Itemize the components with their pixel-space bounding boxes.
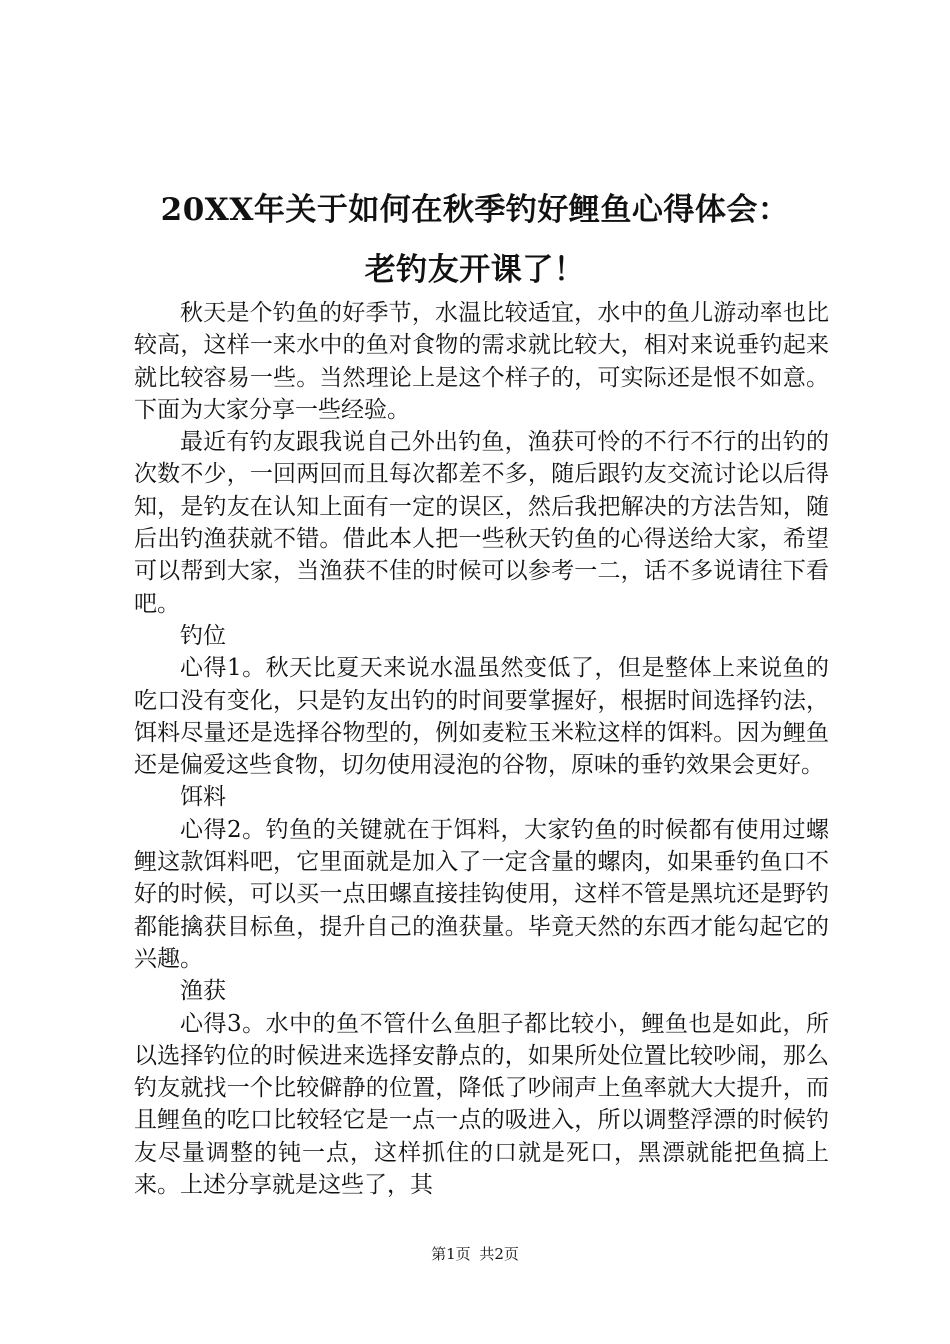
document-title-line-1: 20XX年关于如何在秋季钓好鲤鱼心得体会： <box>160 192 790 228</box>
intro-paragraph-2: 最近有钓友跟我说自己外出钓鱼，渔获可怜的不行不行的出钓的次数不少，一回两回而且每次都差不多，随后跟钓友交流讨论以后得知，是钓友在认知上面有一定的误区，然后我把解决的方法告知，随后出钓渔获就不错。借此本人把一些秋天钓鱼的心得送给大家，希望可以帮到大家，当渔获不佳的时候可以参考一二，话不多说请往下看吧。 <box>134 429 829 617</box>
section-heading-bait: 饵料 <box>180 784 226 811</box>
section-heading-catch: 渔获 <box>180 978 226 1005</box>
page-number-current: 第1页 <box>431 1245 471 1263</box>
section-text-bait: 心得2。钓鱼的关键就在于饵料，大家钓鱼的时候都有使用过螺鲤这款饵料吧，它里面就是加入了一定含量的螺肉，如果垂钓鱼口不好的时候，可以买一点田螺直接挂钩使用，这样不管是黑坑还是野钓都能擒获目标鱼，提升自己的渔获量。毕竟天然的东西才能勾起它的兴趣。 <box>134 816 829 972</box>
section-heading-fishing-spot: 钓位 <box>180 622 226 649</box>
document-body <box>134 297 829 1201</box>
section-text-catch: 心得3。水中的鱼不管什么鱼胆子都比较小，鲤鱼也是如此，所以选择钓位的时候进来选择安静点的，如果所处位置比较吵闹，那么钓友就找一个比较僻静的位置，降低了吵闹声上鱼率就大大提升，而且鲤鱼的吃口比较轻它是一点一点的吸进入，所以调整浮漂的时候钓友尽量调整的钝一点，这样抓住的口就是死口，黑漂就能把鱼搞上来。上述分享就是这些了，其 <box>134 1010 829 1199</box>
page-number-total: 共2页 <box>479 1245 519 1263</box>
page-footer <box>0 1244 950 1264</box>
document-title-line-2: 老钓友开课了！ <box>364 252 586 288</box>
section-text-fishing-spot: 心得1。秋天比夏天来说水温虽然变低了，但是整体上来说鱼的吃口没有变化，只是钓友出钓的时间要掌握好，根据时间选择钓法，饵料尽量还是选择谷物型的，例如麦粒玉米粒这样的饵料。因为鲤鱼还是偏爱这些食物，切勿使用浸泡的谷物，原味的垂钓效果会更好。 <box>134 655 829 779</box>
intro-paragraph-1: 秋天是个钓鱼的好季节，水温比较适宜，水中的鱼儿游动率也比较高，这样一来水中的鱼对食物的需求就比较大，相对来说垂钓起来就比较容易一些。当然理论上是这个样子的，可实际还是恨不如意。下面为大家分享一些经验。 <box>134 300 829 423</box>
